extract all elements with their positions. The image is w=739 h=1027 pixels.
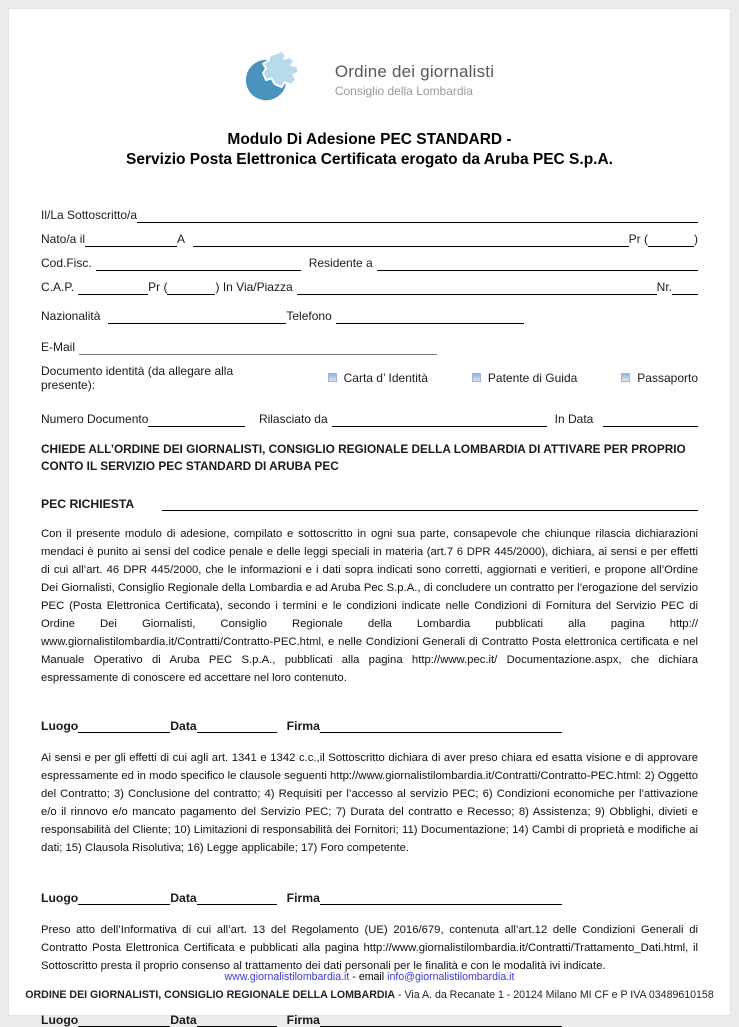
logo-subtitle: Consiglio della Lombardia — [334, 83, 473, 98]
firma-field-2[interactable] — [320, 890, 562, 905]
footer-website-link[interactable]: www.giornalistilombardia.it — [224, 971, 350, 983]
data-field-3[interactable] — [197, 1012, 277, 1027]
page-footer — [9, 971, 730, 1001]
title-line-2: Servizio Posta Elettronica Certificata erogato da Aruba PEC S.p.A. — [126, 151, 613, 168]
codfisc-label: Cod.Fisc. — [41, 256, 92, 270]
nato-a-label: A — [177, 232, 186, 246]
declaration-paragraph-1: Con il presente modulo di adesione, compilato e sottoscritto in ogni sua parte, consapevole che chiunque rilascia dichiarazioni mendaci è punito ai sensi del codice penale e delle leggi speciali in materia (art.7 6 DPR 445/2000), dichiara, ai sensi e per effetti di cui all’art. 46 DPR 445/2000, che le informazioni e i dati sopra indicati sono corretti, aggiornati e veritieri, e propone all’Ordine Dei Giornalisti, Consiglio Regionale della Lombardia e ad Aruba Pec S.p.A., di concludere un contratto per l’erogazione del servizio PEC (Posta Elettronica Certificata), secondo i termini e le condizioni indicate nelle Condizioni di Fornitura del Servizio PEC di Ordine Dei Giornalisti, Consiglio Regionale della Lombardia pubblicati alla pagina http:// www.giornalistilombardia.it/Contratti/Contratto-PEC.html, e nelle Condizioni Generali di Contratto Posta elettronica certificata e nel Manuale Operativo di Aruba PEC S.p.A., pubblicati alla pagina http://www.pec.it/ Documentazione.aspx, che dichiara espressamente di conoscere ed accettare nel loro contenuto. — [41, 528, 698, 684]
numero-documento-field[interactable] — [148, 412, 245, 427]
data-label-2: Data — [170, 891, 197, 905]
pec-richiesta-row — [41, 493, 698, 511]
clauses-paragraph-2: Ai sensi e per gli effetti di cui agli art. 1341 e 1342 c.c.,il Sottoscritto dichiara di aver preso chiara ed esatta visione e di approvare espressamente ed in modo specifico le clausole seguenti http://www.giornalistilombardia.it/Contratti/Contratto-PEC.html: 2) Oggetto del Contratto; 3) Conclusione del contratto; 4) Requisiti per l’accesso al servizio PEC; 6) Condizioni economiche per l’attivazione e/o il rinnovo e/o mancato pagamento del Servizio PEC; 7) Durata del contratto e Recesso; 8) Assistenza; 9) Obblighi, divieti e responsabilità del Cliente; 10) Limitazioni di responsabilità dei Fornitori; 11) Documentazione; 14) Cambi di proprietà e modifiche ai dati; 15) Clausola Risolutiva; 16) Legge applicabile; 17) Foro competente. — [41, 752, 698, 854]
logo-title: Ordine dei giornalisti — [334, 61, 495, 81]
firma-label-1: Firma — [286, 719, 320, 733]
nato-row — [41, 230, 698, 247]
data-field-2[interactable] — [197, 890, 277, 905]
sottoscritto-row — [41, 206, 698, 223]
documento-label: Documento identità (da allegare alla presente): — [41, 363, 234, 392]
luogo-label-2: Luogo — [41, 891, 79, 905]
privacy-paragraph-3: Preso atto dell’Informativa di cui all’art. 13 del Regolamento (UE) 2016/679, contenuta all’art.12 delle Condizioni Generali di Contratto Posta Elettronica Certificata e pubblicati alla pagina http://www.giornalistilombardia.it/Contratti/Trattamento_Dati.html, il Sottoscritto presta il proprio consenso al trattamento dei dati personali per le finalità e con le modalità ivi indicate. — [41, 924, 698, 972]
email-row — [41, 338, 698, 355]
indata-label: In Data — [554, 412, 594, 426]
luogo-field-2[interactable] — [78, 890, 170, 905]
residente-field[interactable] — [377, 256, 698, 271]
email-label: E-Mail — [41, 340, 76, 354]
document-page — [8, 8, 731, 1027]
nato-il-field[interactable] — [85, 232, 177, 247]
logo-block — [41, 49, 698, 110]
firma-field-1[interactable] — [320, 718, 562, 733]
passaporto-label: Passaporto — [637, 370, 698, 385]
cap-field[interactable] — [78, 280, 148, 295]
nazionalita-label: Nazionalità — [41, 309, 101, 323]
pr-label-2: Pr ( — [148, 280, 168, 294]
firma-label-2: Firma — [286, 891, 320, 905]
data-label-3: Data — [170, 1013, 197, 1027]
sottoscritto-field[interactable] — [137, 208, 698, 223]
doc-option-passaporto — [621, 371, 698, 385]
pr-label-1: Pr ( — [628, 232, 648, 246]
doc-option-carta — [328, 371, 428, 385]
ordine-giornalisti-logo-icon — [245, 49, 323, 110]
luogo-field-1[interactable] — [78, 718, 170, 733]
pec-richiesta-field[interactable] — [162, 496, 698, 511]
patente-checkbox-icon[interactable] — [472, 373, 481, 382]
signature-block-1 — [41, 715, 698, 733]
invia-label: ) In Via/Piazza — [215, 280, 293, 294]
cap-label: C.A.P. — [41, 280, 75, 294]
email-field[interactable] — [79, 340, 437, 355]
title-line-1: Modulo Di Adesione PEC STANDARD - — [227, 131, 512, 148]
luogo-field-3[interactable] — [78, 1012, 170, 1027]
patente-label: Patente di Guida — [487, 370, 578, 385]
data-label-1: Data — [170, 719, 197, 733]
carta-identita-checkbox-icon[interactable] — [328, 373, 337, 382]
indata-field[interactable] — [603, 412, 698, 427]
signature-block-2 — [41, 887, 698, 905]
footer-email-sep: - email — [352, 971, 385, 983]
personal-data-form — [41, 206, 698, 427]
pr-field-2[interactable] — [167, 280, 215, 295]
numero-documento-label: Numero Documento — [41, 412, 149, 426]
nr-label: Nr. — [656, 280, 672, 294]
cap-row — [41, 278, 698, 295]
rilasciato-field[interactable] — [332, 412, 547, 427]
nr-field[interactable] — [672, 280, 698, 295]
footer-address: - Via A. da Recanate 1 - 20124 Milano MI CF e P IVA 03489610158 — [398, 989, 714, 1001]
carta-identita-label: Carta d’ Identità — [343, 370, 428, 385]
nato-a-field[interactable] — [193, 232, 629, 247]
codfisc-row — [41, 254, 698, 271]
page-title — [41, 130, 698, 170]
documento-row — [41, 363, 698, 392]
rilasciato-label: Rilasciato da — [258, 412, 328, 426]
data-field-1[interactable] — [197, 718, 277, 733]
firma-field-3[interactable] — [320, 1012, 562, 1027]
codfisc-field[interactable] — [96, 256, 301, 271]
pr-field-1[interactable] — [648, 232, 694, 247]
footer-email-link[interactable]: info@giornalistilombardia.it — [387, 971, 515, 983]
luogo-label-1: Luogo — [41, 719, 79, 733]
footer-org-name: ORDINE DEI GIORNALISTI, CONSIGLIO REGIONALE DELLA LOMBARDIA — [25, 989, 396, 1001]
firma-label-3: Firma — [286, 1013, 320, 1027]
signature-block-3 — [41, 1009, 698, 1027]
pr-close-1: ) — [694, 232, 698, 246]
nato-il-label: Nato/a il — [41, 232, 86, 246]
numero-documento-row — [41, 410, 698, 427]
nazionalita-field[interactable] — [108, 309, 286, 324]
residente-label: Residente a — [308, 256, 373, 270]
telefono-field[interactable] — [336, 309, 524, 324]
passaporto-checkbox-icon[interactable] — [621, 373, 630, 382]
nazionalita-row — [41, 307, 698, 324]
request-statement: CHIEDE ALL’ORDINE DEI GIORNALISTI, CONSIGLIO REGIONALE DELLA LOMBARDIA DI ATTIVARE PER PROPRIO CONTO IL SERVIZIO PEC STANDARD DI ARUBA PEC — [41, 442, 686, 473]
pec-richiesta-label: PEC RICHIESTA — [41, 497, 135, 511]
doc-option-patente — [472, 371, 577, 385]
telefono-label: Telefono — [286, 309, 332, 323]
sottoscritto-label: Il/La Sottoscritto/a — [41, 208, 138, 222]
via-field[interactable] — [297, 280, 657, 295]
luogo-label-3: Luogo — [41, 1013, 79, 1027]
